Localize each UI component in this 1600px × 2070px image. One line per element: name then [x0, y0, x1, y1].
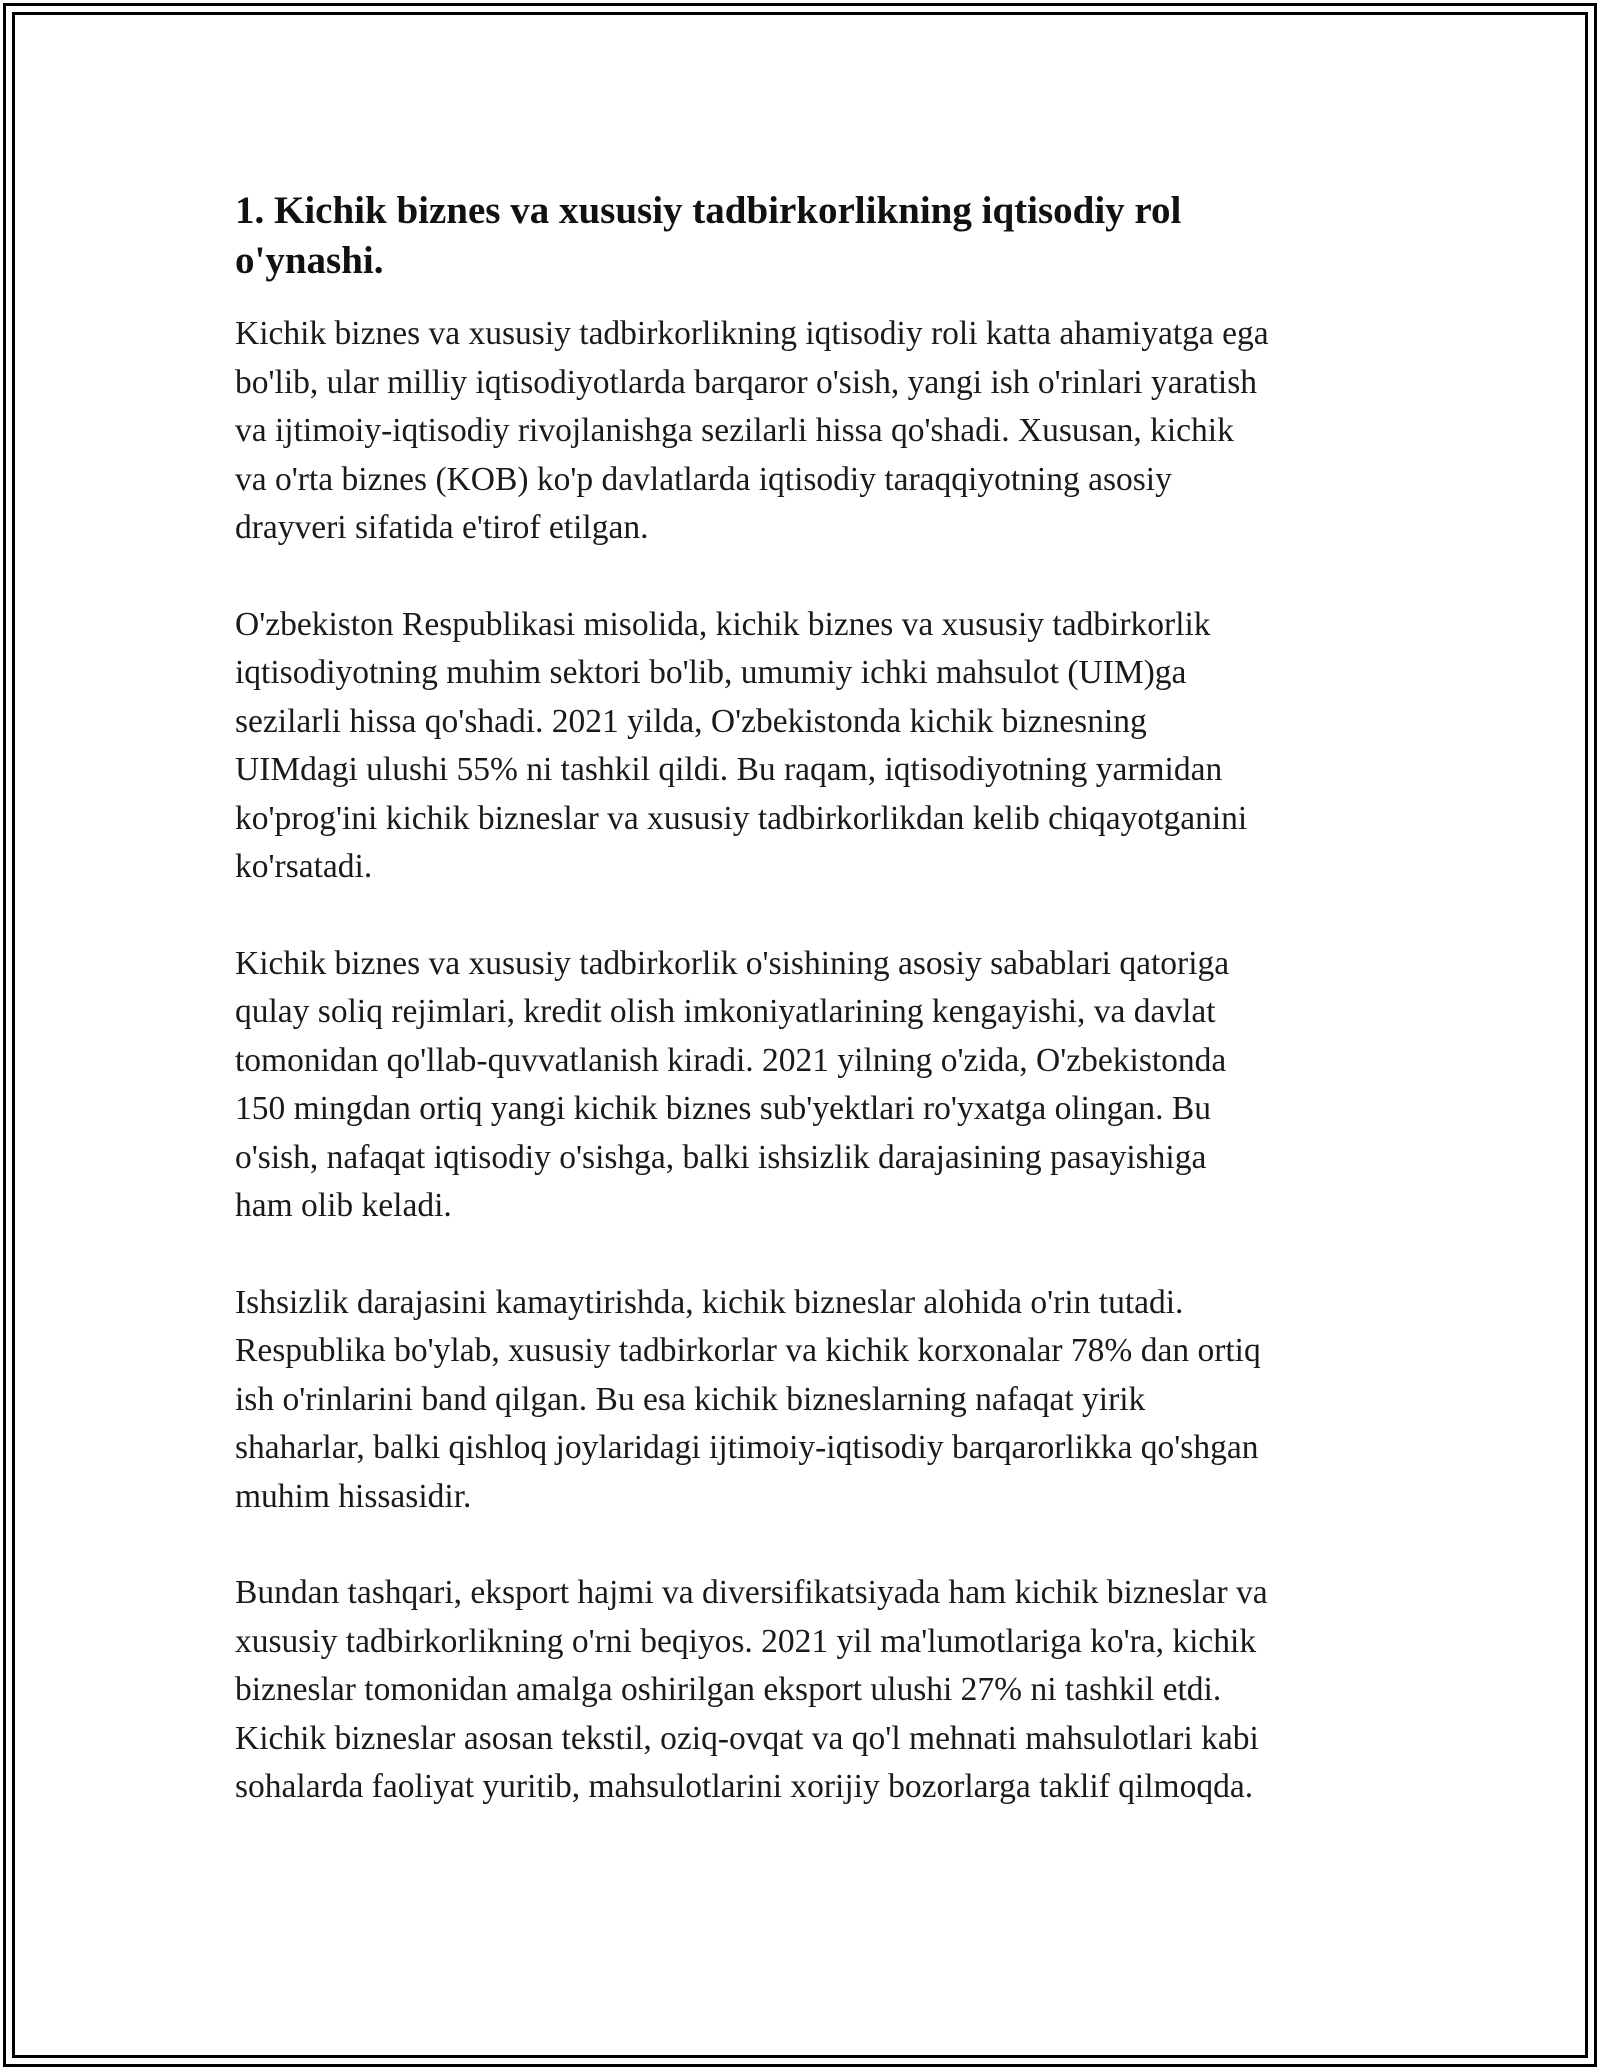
paragraph-uzbekistan-gdp: O'zbekiston Respublikasi misolida, kichik biznes va xususiy tadbirkorlik iqtisodiyotning muhim sektori bo'lib, umumiy ichki mahsulot (UIM)ga sezilarli hissa qo'shadi. 2021 yilda, O'zbekistonda kichik biznesning UIMdagi ulushi 55% ni tashkil qildi. Bu raqam, iqtisodiyotning yarmidan ko'prog'ini kichik bizneslar va xususiy tadbirkorlikdan kelib chiqayotganini ko'rsatadi. — [235, 605, 1248, 885]
paragraph-growth-reasons: Kichik biznes va xususiy tadbirkorlik o'sishining asosiy sabablari qatoriga qulay soliq rejimlari, kredit olish imkoniyatlarining kengayishi, va davlat tomonidan qo'llab-quvvatlanish kiradi. 2021 yilning o'zida, O'zbekistonda 150 mingdan ortiq yangi kichik biznes sub'yektlari ro'yxatga olingan. Bu o'sish, nafaqat iqtisodiy o'sishga, balki ishsizlik darajasining pasayishiga ham olib keladi. — [235, 944, 1230, 1224]
document-body — [235, 186, 1375, 1860]
paragraph-export: Bundan tashqari, eksport hajmi va diversifikatsiyada ham kichik bizneslar va xususiy tadbirkorlikning o'rni beqiyos. 2021 yil ma'lumotlariga ko'ra, kichik bizneslar tomonidan amalga oshirilgan eksport ulushi 27% ni tashkil etdi. Kichik bizneslar asosan tekstil, oziq-ovqat va qo'l mehnati mahsulotlari kabi sohalarda faoliyat yuritib, mahsulotlarini xorijiy bozorlarga taklif qilmoqda. — [235, 1574, 1268, 1805]
paragraph-unemployment: Ishsizlik darajasini kamaytirishda, kichik bizneslar alohida o'rin tutadi. Respublika bo'ylab, xususiy tadbirkorlar va kichik korxonalar 78% dan ortiq ish o'rinlarini band qilgan. Bu esa kichik bizneslarning nafaqat yirik shaharlar, balki qishloq joylaridagi ijtimoiy-iqtisodiy barqarorlikka qo'shgan muhim hissasidir. — [235, 1283, 1261, 1515]
paragraph-intro: Kichik biznes va xususiy tadbirkorlikning iqtisodiy roli katta ahamiyatga ega bo'lib, ular milliy iqtisodiyotlarda barqaror o'sish, yangi ish o'rinlari yaratish va ijtimoiy-iqtisodiy rivojlanishga sezilarli hissa qo'shadi. Xususan, kichik va o'rta biznes (KOB) ko'p davlatlarda iqtisodiy taraqqiyotning asosiy drayveri sifatida e'tirof etilgan. — [235, 315, 1269, 546]
section-heading: 1. Kichik biznes va xususiy tadbirkorlikning iqtisodiy rol o'ynashi. — [235, 189, 1182, 282]
